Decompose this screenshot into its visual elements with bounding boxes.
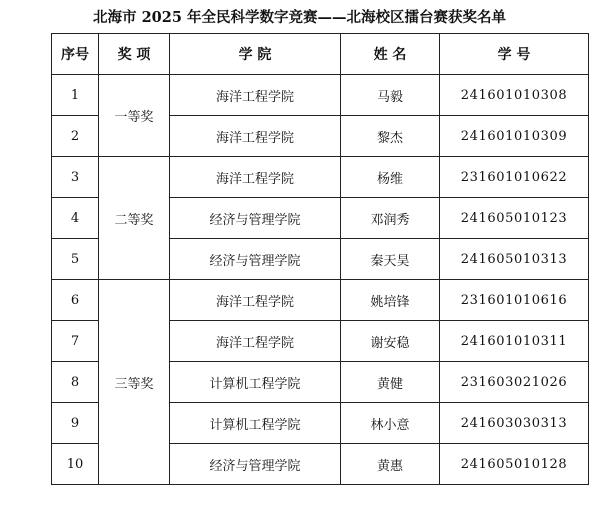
row-student-id: 241601010308 (440, 75, 589, 116)
row-college: 计算机工程学院 (170, 403, 341, 444)
row-no: 1 (52, 75, 99, 116)
award-first: 一等奖 (99, 75, 170, 157)
row-name: 杨维 (341, 157, 440, 198)
row-name: 秦天昊 (341, 239, 440, 280)
row-student-id: 241605010128 (440, 444, 589, 485)
row-no: 2 (52, 116, 99, 157)
row-name: 姚培锋 (341, 280, 440, 321)
header-name: 姓 名 (341, 34, 440, 75)
row-student-id: 231601010622 (440, 157, 589, 198)
header-award: 奖 项 (99, 34, 170, 75)
header-college: 学 院 (170, 34, 341, 75)
row-name: 黄惠 (341, 444, 440, 485)
row-college: 海洋工程学院 (170, 75, 341, 116)
row-no: 9 (52, 403, 99, 444)
header-id: 学 号 (440, 34, 589, 75)
table-row (52, 75, 589, 116)
row-name: 马毅 (341, 75, 440, 116)
row-college: 经济与管理学院 (170, 239, 341, 280)
row-student-id: 241601010311 (440, 321, 589, 362)
row-name: 谢安稳 (341, 321, 440, 362)
row-student-id: 241603030313 (440, 403, 589, 444)
row-no: 5 (52, 239, 99, 280)
row-name: 邓润秀 (341, 198, 440, 239)
page-title: 北海市 2025 年全民科学数字竞赛——北海校区擂台赛获奖名单 (93, 9, 506, 26)
row-name: 黄健 (341, 362, 440, 403)
award-third: 三等奖 (99, 280, 170, 485)
row-college: 海洋工程学院 (170, 321, 341, 362)
row-name: 黎杰 (341, 116, 440, 157)
row-student-id: 231603021026 (440, 362, 589, 403)
row-name: 林小意 (341, 403, 440, 444)
row-student-id: 241605010313 (440, 239, 589, 280)
row-college: 计算机工程学院 (170, 362, 341, 403)
row-no: 6 (52, 280, 99, 321)
award-second: 二等奖 (99, 157, 170, 280)
row-student-id: 241605010123 (440, 198, 589, 239)
row-no: 10 (52, 444, 99, 485)
row-no: 8 (52, 362, 99, 403)
row-college: 经济与管理学院 (170, 444, 341, 485)
row-student-id: 231601010616 (440, 280, 589, 321)
row-student-id: 241601010309 (440, 116, 589, 157)
row-no: 4 (52, 198, 99, 239)
row-no: 3 (52, 157, 99, 198)
row-college: 经济与管理学院 (170, 198, 341, 239)
row-college: 海洋工程学院 (170, 116, 341, 157)
row-college: 海洋工程学院 (170, 157, 341, 198)
table-row (52, 157, 589, 198)
header-no: 序号 (52, 34, 99, 75)
table-row (52, 280, 589, 321)
table-header-row (52, 34, 589, 75)
row-college: 海洋工程学院 (170, 280, 341, 321)
award-table (51, 33, 589, 485)
row-no: 7 (52, 321, 99, 362)
